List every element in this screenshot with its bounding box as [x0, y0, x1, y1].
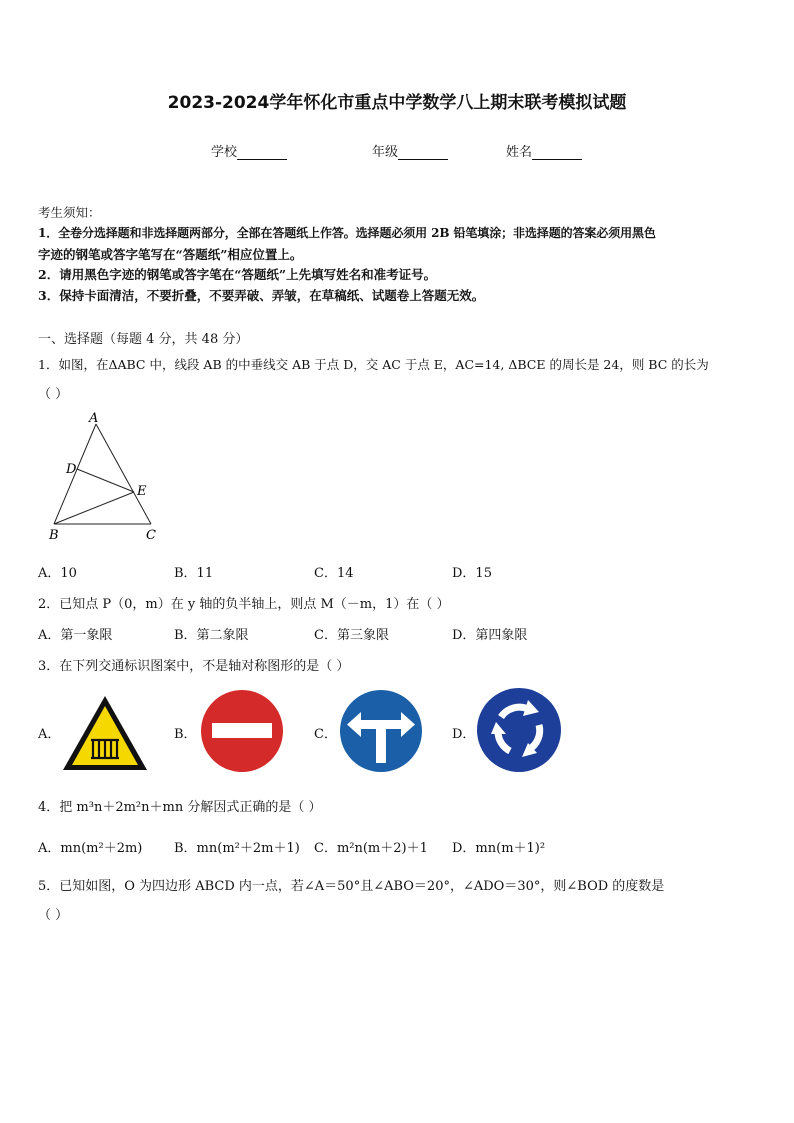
no-entry-icon[interactable]: [200, 689, 284, 773]
q1-option-a[interactable]: A．10: [38, 566, 77, 581]
q3-option-d-label[interactable]: D．: [452, 727, 476, 742]
exam-title: 2023-2024学年怀化市重点中学数学八上期末联考模拟试题: [167, 93, 627, 113]
q4-option-c[interactable]: C．m²n(m＋2)＋1: [314, 841, 428, 856]
q5-paren: （ ）: [38, 908, 69, 923]
segment-DE: [77, 469, 134, 492]
q2-option-a[interactable]: A．第一象限: [38, 628, 113, 643]
q4-option-a[interactable]: A．mn(m²＋2m): [38, 841, 143, 856]
q4-option-d[interactable]: D．mn(m＋1)²: [452, 841, 546, 856]
segment-BE: [54, 492, 134, 524]
label-C: C: [146, 528, 156, 543]
q4-text: 4．把 m³n＋2m²n＋mn 分解因式正确的是（ ）: [38, 800, 322, 815]
q3-option-c-label[interactable]: C．: [314, 727, 337, 742]
q2-option-b[interactable]: B．第二象限: [174, 628, 249, 643]
q1-option-b[interactable]: B．11: [174, 566, 214, 581]
section-heading: 一、选择题（每题 4 分，共 48 分）: [38, 332, 249, 347]
q3-text: 3．在下列交通标识图案中，不是轴对称图形的是（ ）: [38, 659, 350, 674]
grade-label: 年级: [372, 145, 399, 160]
q2-text: 2．已知点 P（0，m）在 y 轴的负半轴上，则点 M（－m，1）在（ ）: [38, 597, 450, 612]
roundabout-icon[interactable]: [476, 687, 562, 773]
q5-text: 5．已知如图，O 为四边形 ABCD 内一点，若∠A＝50°且∠ABO＝20°，∠ADO＝30°，则∠BOD 的度数是: [38, 879, 665, 894]
grade-field[interactable]: [372, 141, 448, 160]
q2-option-d[interactable]: D．第四象限: [452, 628, 528, 643]
segment-AC: [96, 424, 151, 524]
name-label: 姓名: [506, 145, 533, 160]
q3-option-a-label[interactable]: A．: [38, 727, 61, 742]
label-A: A: [89, 411, 99, 426]
school-field[interactable]: [211, 141, 287, 160]
q1-option-c[interactable]: C．14: [314, 566, 354, 581]
q1-text: 1．如图，在ΔABC 中，线段 AB 的中垂线交 AB 于点 D，交 AC 于点 E，AC=14, ΔBCE 的周长是 24，则 BC 的长为: [38, 357, 709, 372]
school-label: 学校: [211, 145, 238, 160]
q1-paren: （ ）: [38, 387, 69, 402]
notice-item-1a: 1．全卷分选择题和非选择题两部分，全部在答题纸上作答。选择题必须用 2B 铅笔填涂；非选择题的答案必须用黑色: [38, 226, 656, 240]
q1-triangle-figure: [40, 410, 170, 545]
q4-option-b[interactable]: B．mn(m²＋2m＋1): [174, 841, 300, 856]
label-B: B: [49, 528, 59, 543]
q3-option-b-label[interactable]: B．: [174, 727, 197, 742]
notice-item-1b: 字迹的钢笔或答字笔写在“答题纸”相应位置上。: [38, 247, 303, 262]
label-D: D: [66, 462, 77, 477]
q2-option-c[interactable]: C．第三象限: [314, 628, 389, 643]
notice-heading: 考生须知：: [38, 205, 101, 220]
q1-option-d[interactable]: D．15: [452, 566, 492, 581]
notice-item-2: 2．请用黑色字迹的钢笔或答字笔在“答题纸”上先填写姓名和准考证号。: [38, 267, 437, 282]
notice-item-3: 3．保持卡面清洁，不要折叠，不要弄破、弄皱，在草稿纸、试题卷上答题无效。: [38, 288, 485, 303]
label-E: E: [137, 484, 147, 499]
turn-left-or-right-icon[interactable]: [339, 689, 423, 773]
warning-triangle-railway-icon[interactable]: [60, 692, 150, 774]
name-field[interactable]: [506, 141, 582, 160]
